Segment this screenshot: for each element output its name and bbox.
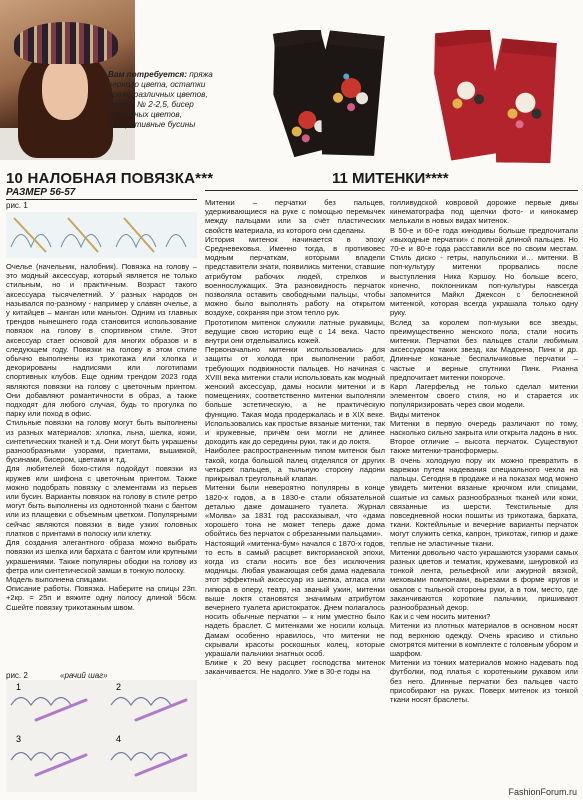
headband-paragraph: Описание работы. Повязка. Наберите на спицы 23п. +2кр. = 25п и вяжите одну полосу длиной 56см. Сшейте повязку трикотажным швом. — [6, 584, 197, 612]
step-number: 1 — [16, 682, 22, 692]
headband-size: РАЗМЕР 56-57 — [6, 187, 76, 198]
mittens-paragraph: История митенок начинается в эпоху Средневековья. Именно тогда, в противовес модным перчаткам, которыми владели представители знати, появились митенки, ставшие атрибутом рабочих людей, стрелков и военнослужащих. Эта разновидность перчаток позволяла оставить свободными пальцы, чтобы можно было выполнять работу на открытом воздухе, сохраняя при этом тепло рук. — [205, 234, 385, 318]
headband-paragraph: Модель выполнена спицами. — [6, 574, 109, 584]
materials-heading: Вам потребуется: — [108, 70, 187, 79]
mittens-paragraph: Настоящий «митенка-бум» начался с 1870-х годов, то есть в самый расцвет викторианской эпохи, когда из стали носить все без исключения модницы. Любая уважающая себя дама надевала этот эффектный аксессуар из шелка, атласа или гипюра в оперу, театр, на званый ужин, митенки выше локтя становятся значимым атрибутом вечернего туалета аристократок. Днем полагалось носить обычные перчатки – к ним уместно было надеть браслет. С митенками же носили кольца. Дамам особенно нравилось, что митенки не скрывали красоты роскошных колец, которые украшали пальчики знатных особ. — [205, 538, 385, 658]
mittens-paragraph: Карл Лагерфельд не только сделал митенки элементом своего стиля, но и старается их популяризировать через свои модели. — [390, 382, 578, 410]
headband-paragraph: Для создания элегантного образа можно выбрать повязки из шелка или бархата с бантом или крупными украшениями. Также популярны ободки на голову из фетра или синтетической замши в тонкую полоску. — [6, 538, 197, 575]
mittens-paragraph: В 50-е и 60-е года кинодивы больше предпочитали «выходные перчатки» с полной длиной пальцев. Но 70-е и 80-е года расставили все по своим местам. Стиль диско - гетры, напульсники и… митенки. В поп-культуру митенки прорвались после выступления Ника Кэршоу. Но больше всего, конечно, поклонникам поп-культуры навсегда запомнится Майкл Джексон с белоснежной митенкой, которая всегда украшала только одну руку. — [390, 225, 578, 318]
headband-title: 10 НАЛОБНАЯ ПОВЯЗКА*** — [6, 170, 214, 187]
materials-text: пряжа черного цвета, остатки пряжи различных цветов, крючок № 2-2,5, бисер различных цветов, декоративные бусины — [108, 70, 213, 129]
divider — [205, 190, 578, 191]
mittens-paragraph: Наиболее распространенным типом митенок был такой, когда большой палец отделялся от других четырех пальцев, а тыльную сторону ладони прикрывал треугольный клапан. — [205, 446, 385, 484]
figure-2-label: рис. 2 — [6, 671, 28, 680]
mittens-text-column-2 — [390, 198, 578, 704]
step-number: 3 — [16, 734, 22, 744]
headband-paragraph: Стильные повязки на голову могут быть выполнены из разных материалов: хлопка, льна, шелка, кожи, синтетических тканей и т.д. Они могут быть украшены разнообразными узорами, принтами, вышивкой, бусинами, бисером, цветами и т.д. — [6, 418, 197, 465]
mittens-paragraph: голливудской ковровой дорожке первые дивы кинематографа под щелчки фото- и кинокамер мелькали в новых видах митенок. — [390, 198, 578, 226]
mittens-paragraph: Митенки из плотных материалов в основном носят под верхнюю одежду. Очень красиво и стильно смотрятся митенки в комплекте с головным убором и шарфом. — [390, 621, 578, 658]
mittens-photo — [215, 30, 583, 180]
mittens-paragraph: Первоначально митенки использовались для защиты от холода при выполнении работ, требующих подвижности пальцев. Но начиная с XVIII века митенки стали использовать как модный женский аксессуар, дамы носили митенки и в помещениях, соответственно митенки выполняли больше эстетическую, а не практическую функцию. Такая мода продержалась и в XIX веке. Использовались как простые вязаные митенки, так и кружевные, причём они могли не длинее доходить как до середины руки, так и до локтя. — [205, 345, 385, 447]
mittens-paragraph: Прототипом митенок служили латные рукавицы, ведущие свою историю ещё с 14 века. Часто внутри они отделывались кожей. — [205, 317, 385, 346]
step-number: 4 — [116, 734, 122, 744]
figure-1-label: рис. 1 — [6, 201, 28, 210]
figure-2-caption: «рачий шаг» — [60, 671, 108, 680]
step-number: 2 — [116, 682, 122, 692]
mittens-paragraph: Митенки были невероятно популярны в конце 1820-х годов, а в 1830-е стали обязательной деталью даже домашнего туалета. Журнал «Молва» за 1831 год рассказывал, что «дама хорошего тона не может теперь даже дома обойтись без перчаток с обрезанными пальцами». — [205, 483, 385, 539]
headband-paragraph: Для любителей бохо-стиля подойдут повязки из кружев или шифона с цветочным принтом. Также можно подобрать повязку с элементами из перьев или бусин. Варианты повязок на голову в стиле ретро могут быть выполнены из однотонной ткани с бантом или из плащевки с объемным цветком. Популярными сейчас являются повязки в виде узких головных платков с принтами в полоску или клетку. — [6, 464, 197, 538]
mittens-subheading: Как и с чем носить митенки? — [390, 612, 491, 622]
mittens-paragraph: Митенки из тонких материалов можно надевать под футболки, под платья с коротеньким рукавом или без него. Длинные перчатки без пальцев часто присобирают на руках. Поверх митенок из тонкой ткани носят браслеты. — [390, 658, 578, 704]
mittens-paragraph: Митенки в первую очередь различают по тому, насколько сильно закрыта или открыта ладонь в них. Второе отличие – высота перчаток. Существуют также митенки-трансформеры. — [390, 418, 578, 456]
mittens-paragraph: Митенки довольно часто украшаются узорами самых разных цветов и тематик, кружевами, шнуровкой из тонкой лента, рельефной или ажурной вязкой, меховыми помпонами, вырезами в форме кругов и овалов с тыльной стороны руки, а в том, место, где заканчиваются короткие пальчики, пришивают разнообразный декор. — [390, 547, 578, 612]
mittens-subheading: Виды митенок — [390, 409, 440, 419]
figure-2-crab-stitch-diagram — [6, 680, 197, 792]
mittens-paragraph: В очень холодную пору их можно превратить в варежки путем надевания специального чехла на пальцы. Сегодня в продаже и на показах мод можно увидеть митенки вязаные крючком или спицами, сшитые из самых разнообразных тканей или кожи, связанные из шерсти. Текстильные для повседневной носки пошиты из трикотажа, бархата, ткани. Коктейльные и вечерние варианты перчаток могут служить сетка, капрон, трикотаж, гипюр и даже теплые не эластичные ткани. — [390, 455, 578, 548]
mittens-title: 11 МИТЕНКИ**** — [332, 170, 449, 187]
site-watermark: FashionForum.ru — [508, 787, 577, 797]
figure-1-knitting-diagram — [6, 212, 197, 258]
mittens-text-column-1 — [205, 198, 385, 677]
mittens-paragraph: Митенки – перчатки без пальцев, удерживающиеся на руке с помощью перемычек между пальцами или за счёт пластических свойств материала, из которого они сделаны. — [205, 198, 385, 235]
materials-block — [108, 70, 218, 130]
divider — [6, 199, 197, 200]
mittens-paragraph: Вслед за королем поп-музыки все звезды, преимущественно женского пола, стали носить митенки. Перчатки без пальцев стали любимым аксессуаром таких звезд, как Мадонна, Пинк и др. Длинные кожаные беспальчиковые перчатки – частые и верные спутники Пинк. Рианна предпочитает митенки покороче. — [390, 317, 578, 382]
mittens-paragraph: Ближе к 20 веку расцвет господства митенок заканчивается. Не надолго. Уже в 30-е годы на — [205, 658, 385, 677]
headband-paragraph: Очелье (начельник, налобник). Повязка на голову – это модный аксессуар, который является не только стильным, но и практичным. Возраст такого аксессуара тысячелетний. У разных народов он назывался по-разному - например у славян очелье, а у китайцев – манган или маньгон. Одним из главных трендов нынешнего года становится использование повязок на голову в спортивном стиле. Этот аксессуар стает основой для многих образов и в следующем году. Повязки на голову в этом стиле обычно выполнены из трикотажа или хлопка и декорированы надписями или логотипами спортивных клубов. Еще одним трендом 2023 года являются повязки на голову с цветочным принтом. Они добавляют романтичности в образ, а также подходят для любого случая, будь то прогулка по парку или поход в офис. — [6, 262, 197, 419]
headband-text-column — [6, 262, 197, 612]
